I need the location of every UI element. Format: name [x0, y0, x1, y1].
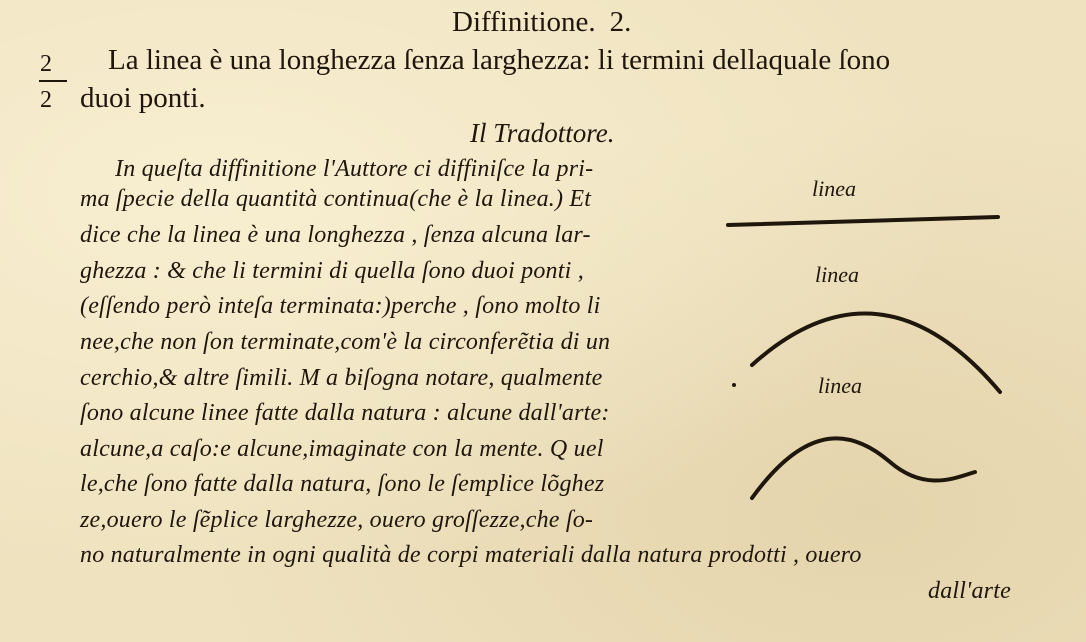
- commentary-line: ma ſpecie della quantità continua(che è la linea.) Et: [80, 186, 592, 212]
- commentary-line: ghezza : & che li termini di quella ſono duoi ponti ,: [80, 258, 584, 284]
- margin-number-bottom: 2: [40, 87, 52, 113]
- heading-title: Diffinitione.: [452, 6, 596, 38]
- commentary-line: le,che ſono fatte dalla natura, ſono le ſemplice lõghez: [80, 471, 605, 497]
- commentary-line: ze,ouero le ſẽplice larghezze, ouero groſſezze,che ſo-: [80, 507, 594, 533]
- margin-number-top: 2: [40, 51, 52, 77]
- heading-number: 2.: [609, 6, 632, 38]
- curved-line-figure: [752, 314, 1000, 392]
- figure-label-straight: linea: [812, 176, 856, 201]
- straight-line-figure: [728, 217, 998, 225]
- definition-line-1: La linea è una longhezza ſenza larghezza: li termini dellaquale ſono: [108, 44, 891, 76]
- definition-line-2: duoi ponti.: [80, 82, 206, 114]
- commentary-line: (eſſendo però inteſa terminata:)perche , ſono molto li: [80, 293, 601, 319]
- commentary-line: dall'arte: [928, 578, 1011, 604]
- commentary-line: nee,che non ſon terminate,com'è la circonferẽtia di un: [80, 329, 611, 355]
- commentary-line: cerchio,& altre ſimili. M a biſogna notare, qualmente: [80, 365, 603, 391]
- commentary-line: alcune,a caſo:e alcune,imaginate con la mente. Q uel: [80, 436, 604, 462]
- translator-heading: Il Tradottore.: [470, 118, 615, 148]
- wavy-line-figure: [752, 438, 975, 498]
- ink-speck: [732, 383, 736, 387]
- commentary-line: In queſta diffinitione l'Auttore ci diffiniſce la pri-: [115, 156, 594, 182]
- figure-label-wavy: linea: [818, 373, 862, 398]
- commentary-line: dice che la linea è una longhezza , ſenza alcuna lar-: [80, 222, 591, 248]
- commentary-line: no naturalmente in ogni qualità de corpi materiali dalla natura prodotti , ouero: [80, 542, 862, 568]
- commentary-line: ſono alcune linee fatte dalla natura : alcune dall'arte:: [80, 400, 610, 426]
- figure-label-curved: linea: [815, 262, 859, 287]
